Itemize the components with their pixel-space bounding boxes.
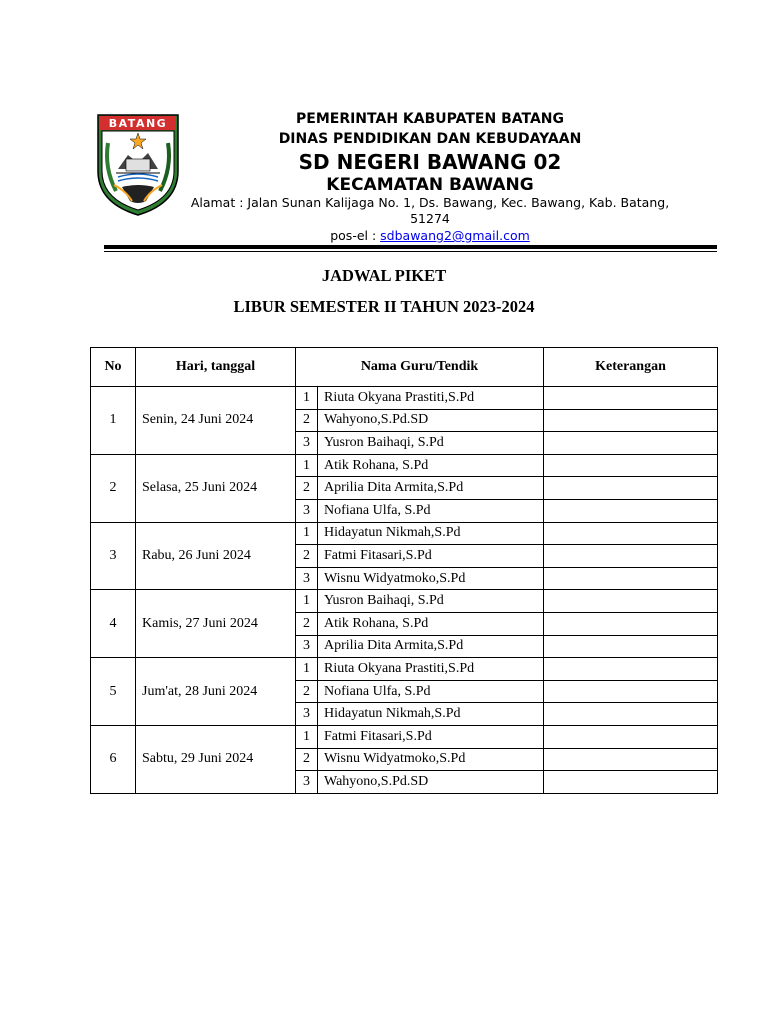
day-number: 3	[91, 522, 136, 590]
note-cell[interactable]	[544, 522, 718, 545]
staff-index: 3	[296, 635, 318, 658]
staff-name: Wahyono,S.Pd.SD	[318, 771, 544, 794]
school-name: SD NEGERI BAWANG 02	[298, 150, 562, 174]
staff-name: Wahyono,S.Pd.SD	[318, 409, 544, 432]
staff-index: 1	[296, 522, 318, 545]
day-date: Kamis, 27 Juni 2024	[136, 590, 296, 658]
staff-index: 1	[296, 590, 318, 613]
staff-index: 1	[296, 387, 318, 410]
contact-line	[180, 228, 680, 243]
staff-name: Wisnu Widyatmoko,S.Pd	[318, 748, 544, 771]
email-prefix: pos-el :	[330, 228, 381, 243]
government-name: PEMERINTAH KABUPATEN BATANG	[296, 111, 564, 127]
department-name: DINAS PENDIDIKAN DAN KEBUDAYAAN	[278, 131, 582, 147]
table-row	[91, 454, 718, 477]
note-cell[interactable]	[544, 545, 718, 568]
staff-name: Nofiana Ulfa, S.Pd	[318, 680, 544, 703]
staff-name: Aprilia Dita Armita,S.Pd	[318, 635, 544, 658]
staff-name: Atik Rohana, S.Pd	[318, 612, 544, 635]
note-cell[interactable]	[544, 748, 718, 771]
day-number: 1	[91, 387, 136, 455]
staff-name: Aprilia Dita Armita,S.Pd	[318, 477, 544, 500]
staff-index: 3	[296, 499, 318, 522]
note-cell[interactable]	[544, 409, 718, 432]
staff-name: Fatmi Fitasari,S.Pd	[318, 725, 544, 748]
staff-index: 3	[296, 432, 318, 455]
note-cell[interactable]	[544, 703, 718, 726]
letterhead-rule-thick	[104, 245, 717, 249]
school-address: Alamat : Jalan Sunan Kalijaga No. 1, Ds. Bawang, Kec. Bawang, Kab. Batang, 51274	[190, 195, 670, 226]
staff-name: Yusron Baihaqi, S.Pd	[318, 432, 544, 455]
day-date: Sabtu, 29 Juni 2024	[136, 725, 296, 793]
staff-name: Atik Rohana, S.Pd	[318, 454, 544, 477]
district-name: KECAMATAN BAWANG	[326, 175, 534, 195]
staff-name: Yusron Baihaqi, S.Pd	[318, 590, 544, 613]
schedule-body	[91, 387, 718, 794]
staff-index: 2	[296, 748, 318, 771]
day-number: 5	[91, 658, 136, 726]
table-row	[91, 725, 718, 748]
staff-index: 2	[296, 477, 318, 500]
note-cell[interactable]	[544, 387, 718, 410]
header-no: No	[91, 348, 136, 387]
staff-name: Riuta Okyana Prastiti,S.Pd	[318, 387, 544, 410]
schedule-table	[90, 347, 718, 794]
day-date: Jum'at, 28 Juni 2024	[136, 658, 296, 726]
table-header-row	[91, 348, 718, 387]
day-date: Selasa, 25 Juni 2024	[136, 454, 296, 522]
staff-name: Fatmi Fitasari,S.Pd	[318, 545, 544, 568]
table-row	[91, 387, 718, 410]
note-cell[interactable]	[544, 658, 718, 681]
day-number: 4	[91, 590, 136, 658]
table-row	[91, 658, 718, 681]
table-row	[91, 522, 718, 545]
table-row	[91, 590, 718, 613]
staff-name: Nofiana Ulfa, S.Pd	[318, 499, 544, 522]
staff-index: 2	[296, 612, 318, 635]
staff-index: 1	[296, 454, 318, 477]
staff-name: Hidayatun Nikmah,S.Pd	[318, 703, 544, 726]
staff-name: Riuta Okyana Prastiti,S.Pd	[318, 658, 544, 681]
note-cell[interactable]	[544, 725, 718, 748]
batang-regency-emblem	[96, 113, 180, 217]
staff-index: 3	[296, 703, 318, 726]
note-cell[interactable]	[544, 477, 718, 500]
note-cell[interactable]	[544, 612, 718, 635]
staff-index: 3	[296, 771, 318, 794]
day-date: Rabu, 26 Juni 2024	[136, 522, 296, 590]
day-number: 2	[91, 454, 136, 522]
staff-index: 3	[296, 567, 318, 590]
day-date: Senin, 24 Juni 2024	[136, 387, 296, 455]
header-note: Keterangan	[544, 348, 718, 387]
note-cell[interactable]	[544, 635, 718, 658]
staff-index: 1	[296, 658, 318, 681]
note-cell[interactable]	[544, 771, 718, 794]
email-link[interactable]: sdbawang2@gmail.com	[380, 228, 530, 243]
emblem-label: BATANG	[108, 117, 168, 130]
note-cell[interactable]	[544, 590, 718, 613]
header-name: Nama Guru/Tendik	[296, 348, 544, 387]
header-day: Hari, tanggal	[136, 348, 296, 387]
staff-index: 2	[296, 680, 318, 703]
document-title: JADWAL PIKET	[321, 266, 447, 285]
note-cell[interactable]	[544, 499, 718, 522]
staff-index: 2	[296, 545, 318, 568]
document-subtitle: LIBUR SEMESTER II TAHUN 2023-2024	[233, 297, 535, 316]
staff-index: 1	[296, 725, 318, 748]
note-cell[interactable]	[544, 454, 718, 477]
staff-name: Wisnu Widyatmoko,S.Pd	[318, 567, 544, 590]
letterhead-rule-thin	[104, 251, 717, 252]
note-cell[interactable]	[544, 680, 718, 703]
staff-name: Hidayatun Nikmah,S.Pd	[318, 522, 544, 545]
note-cell[interactable]	[544, 432, 718, 455]
note-cell[interactable]	[544, 567, 718, 590]
staff-index: 2	[296, 409, 318, 432]
day-number: 6	[91, 725, 136, 793]
